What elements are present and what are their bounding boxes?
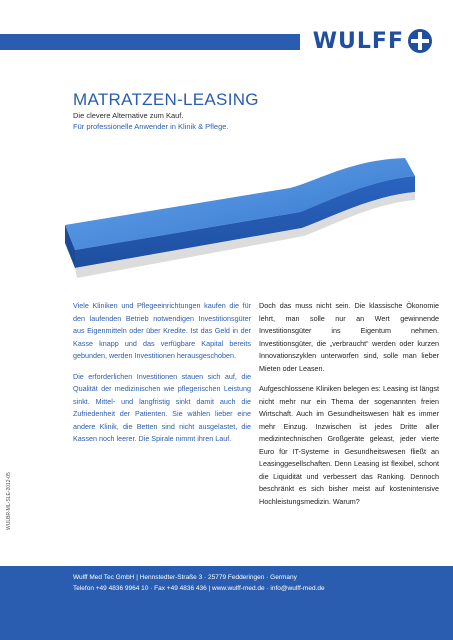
footer-contact: Telefon +49 4836 9964 10 · Fax +49 4836 436 | www.wulff-med.de · info@wulff-med.de [73,585,325,592]
paragraph: Viele Kliniken und Pflegeeinrichtungen kaufen die für den laufenden Betrieb notwendigen Investitionsgüter aus Eigenmitteln oder über Kredite. Ist das Geld in der Kasse knapp und das verfügbare Kapital bereits gebunden, werden Investitionen herausgeschoben. [73,301,251,360]
body-column-left [73,300,251,454]
paragraph: Doch das muss nicht sein. Die klassische Ökonomie lehrt, man solle nur an Wert gewinnende Investitionsgüter ins Eigentum nehmen. Investitionsgüter, die „verbraucht“ werden oder kurzen Innovationszyklen unterworfen sind, solle man lieber Mieten oder Leasen. [259,301,439,373]
footer-address: Wulff Med Tec GmbH | Hennstedter-Straße 3 · 25779 Fedderingen · Germany [73,574,297,581]
body-column-right [259,300,439,516]
page-subtitle: Die clevere Alternative zum Kauf. [73,111,184,120]
paragraph: Aufgeschlossene Kliniken belegen es: Leasing ist längst nicht mehr nur ein Thema der sogenannten freien Wirtschaft. Auch im Gesundheitswesen hält es immer mehr Einzug. Inzwischen ist jedes Dritte aller medizintechnischen Großgeräte geleast, jeder vierte Euro für IT-Systeme in Gesundheitswesen fließt an Leasinggesellschaften. Denn Leasing ist flexibel, schont die Liquidität und verbessert das Ranking. Dennoch beschränkt es sich bisher meist auf kostenintensive Hochleistungsmedizin. Warum? [259,384,439,506]
paragraph: Die erforderlichen Investitionen stauen sich auf, die Qualität der medizinischen wie pflegerischen Leistung sinkt. Mittel- und langfristig sinkt damit auch die Zufriedenheit der Patienten. Sie wählen lieber eine andere Klinik, die Betten sind nicht ausgelastet, die Kassen noch leerer. Die Spirale nimmt ihren Lauf. [73,371,251,443]
wulff-logo [300,26,432,56]
cross-logo-icon [408,29,432,53]
logo-text: WULFF [312,28,404,54]
document-code: WULBR-ML-SLE-2012-05 [6,472,12,530]
page-title: MATRATZEN-LEASING [73,90,259,109]
mattress-image [50,140,430,290]
page-subtitle-audience: Für professionelle Anwender in Klinik & Pflege. [73,122,229,131]
